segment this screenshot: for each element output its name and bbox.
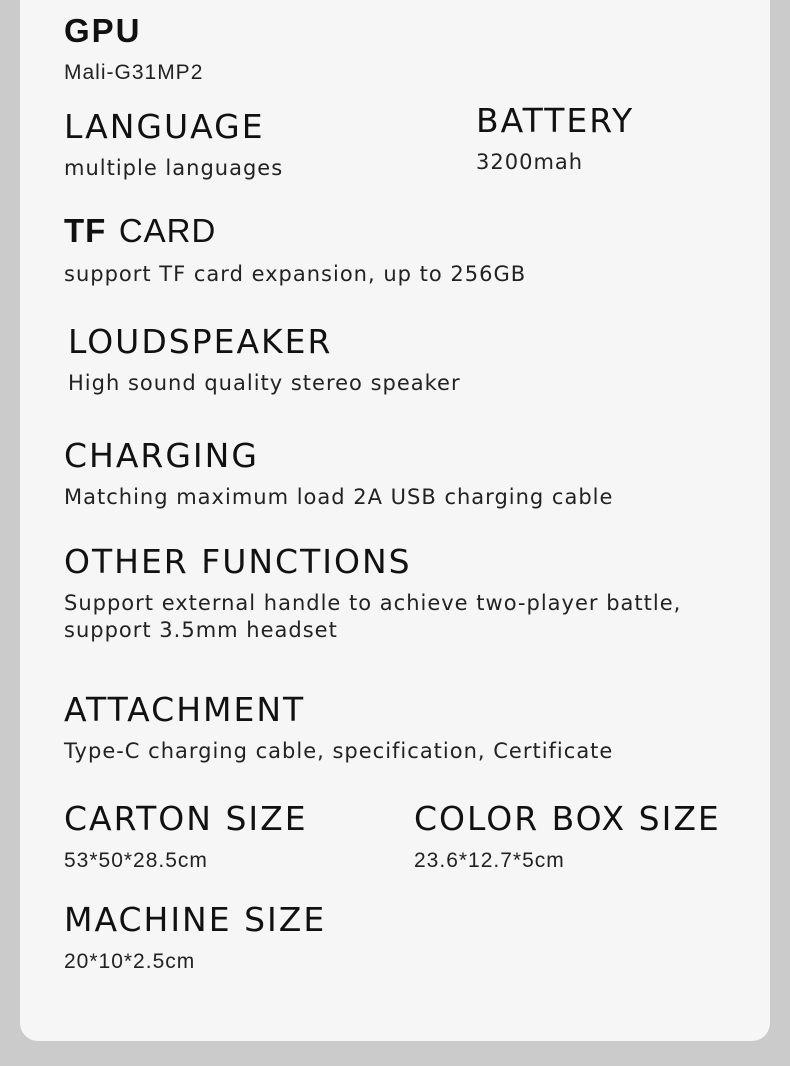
spec-carton-size-value: 53*50*28.5cm [64, 849, 208, 872]
spec-machine-size [64, 900, 327, 975]
spec-attachment [64, 690, 614, 765]
spec-tf-card-title [64, 214, 526, 247]
spec-attachment-value: Type-C charging cable, specification, Certificate [64, 739, 614, 763]
spec-battery-value: 3200mah [476, 150, 584, 174]
spec-tf-card-title-card: CARD [118, 212, 217, 249]
spec-gpu-value: Mali-G31MP2 [64, 61, 204, 84]
spec-machine-size-value: 20*10*2.5cm [64, 950, 196, 973]
spec-battery-title: BATTERY [476, 101, 635, 140]
spec-tf-card-title-tf: TF [64, 212, 107, 249]
spec-charging-value: Matching maximum load 2A USB charging cable [64, 485, 614, 509]
spec-other-functions-value: Support external handle to achieve two-player battle, support 3.5mm headset [64, 591, 682, 642]
spec-gpu [64, 14, 203, 86]
spec-battery [476, 101, 635, 176]
spec-color-box-size-value: 23.6*12.7*5cm [414, 849, 565, 872]
spec-attachment-title: ATTACHMENT [64, 690, 306, 729]
spec-language-value: multiple languages [64, 156, 284, 180]
spec-carton-size [64, 799, 308, 874]
spec-tf-card [64, 214, 526, 288]
spec-color-box-size [414, 799, 721, 874]
spec-color-box-size-title: COLOR BOX SIZE [414, 799, 721, 838]
spec-charging-title: CHARGING [64, 436, 259, 475]
spec-other-functions [64, 542, 682, 644]
spec-loudspeaker-value: High sound quality stereo speaker [68, 371, 461, 395]
spec-machine-size-title: MACHINE SIZE [64, 900, 327, 939]
spec-gpu-title: GPU [64, 12, 142, 49]
spec-language-title: LANGUAGE [64, 107, 265, 146]
spec-loudspeaker [68, 322, 461, 397]
spec-tf-card-value: support TF card expansion, up to 256GB [64, 262, 527, 286]
spec-carton-size-title: CARTON SIZE [64, 799, 308, 838]
spec-language [64, 107, 284, 182]
spec-other-functions-title: OTHER FUNCTIONS [64, 542, 412, 581]
spec-loudspeaker-title: LOUDSPEAKER [68, 322, 333, 361]
spec-charging [64, 436, 614, 511]
